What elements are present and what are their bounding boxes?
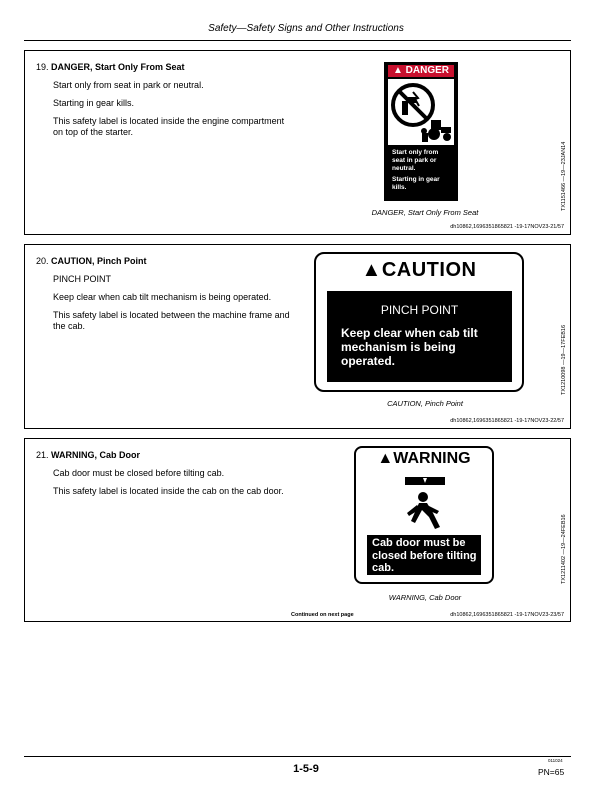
page-header-title: Safety—Safety Signs and Other Instructions [208,23,404,34]
document-reference: dh10862,1696351865821 -19-17NOV23-23/57 [450,612,564,618]
figure-caption: DANGER, Start Only From Seat [371,208,479,217]
caution-safety-label [314,252,524,392]
continued-note: Continued on next page [291,612,354,618]
figure-code: TX1151466 —19—23JAN14 [561,141,567,211]
section-paragraph: Start only from seat in park or neutral. [53,80,204,90]
figure-code: TX1210098 —19—17FEB16 [561,324,567,395]
no-start-pictogram [388,79,454,145]
alert-triangle-icon: ▲ [361,259,382,281]
alert-triangle-icon: ▲ [392,65,403,76]
page-number: 1-5-9 [293,763,319,775]
section-number: 19. [36,62,49,72]
document-reference: dh10862,1696351865821 -19-17NOV23-22/57 [450,418,564,424]
crush-hazard-pictogram [367,473,481,535]
section-heading: CAUTION, Pinch Point [51,256,147,266]
safety-section-caution [24,244,571,429]
prohibited-start-icon [388,79,454,145]
section-paragraph: Starting in gear kills. [53,98,135,108]
warning-signal-word: ▲WARNING [377,450,471,467]
section-title [36,256,147,266]
figure-caption: WARNING, Cab Door [388,593,462,602]
caution-subtitle: PINCH POINT [380,303,459,317]
page-pn: PN=65 [538,767,565,777]
danger-signal-word: ▲ DANGER [388,65,454,77]
section-heading: DANGER, Start Only From Seat [51,62,185,72]
caution-signal-word: ▲CAUTION [361,259,477,281]
falling-cab-icon [367,473,481,535]
figure-code: TX1211402 —19—24FEB16 [561,514,567,584]
section-title [36,62,185,72]
safety-section-warning [24,438,571,622]
section-title [36,450,140,460]
footer-divider [24,756,571,757]
section-heading: WARNING, Cab Door [51,450,141,460]
warning-safety-label [354,446,494,584]
alert-triangle-icon: ▲ [377,450,394,467]
section-paragraph: This safety label is located inside the cab on the cab door. [53,486,284,496]
warning-label-text: Cab door must be closed before tilting cab. [372,537,477,574]
danger-label-text: Start only from seat in park or neutral. Starting in gear kills. [392,149,440,191]
section-paragraph: Keep clear when cab tilt mechanism is being operated. [53,292,272,302]
danger-safety-label [384,62,458,201]
safety-section-danger [24,50,571,235]
section-paragraph: This safety label is located between the machine frame and the cab. [53,310,290,331]
caution-label-text: Keep clear when cab tilt mechanism is being operated. [341,326,478,368]
section-paragraph: This safety label is located inside the engine compartment on top of the starter. [53,116,285,137]
warning-message-panel [367,535,481,575]
figure-caption: CAUTION, Pinch Point [387,399,463,408]
section-paragraph: PINCH POINT [53,274,112,284]
section-number: 21. [36,450,49,460]
section-number: 20. [36,256,49,266]
footer-date-code: 011024 [548,758,563,763]
document-reference: dh10862,1696351865821 -19-17NOV23-21/57 [450,224,564,230]
caution-message-panel [327,291,512,382]
section-paragraph: Cab door must be closed before tilting cab. [53,468,225,478]
header-divider [24,40,571,41]
